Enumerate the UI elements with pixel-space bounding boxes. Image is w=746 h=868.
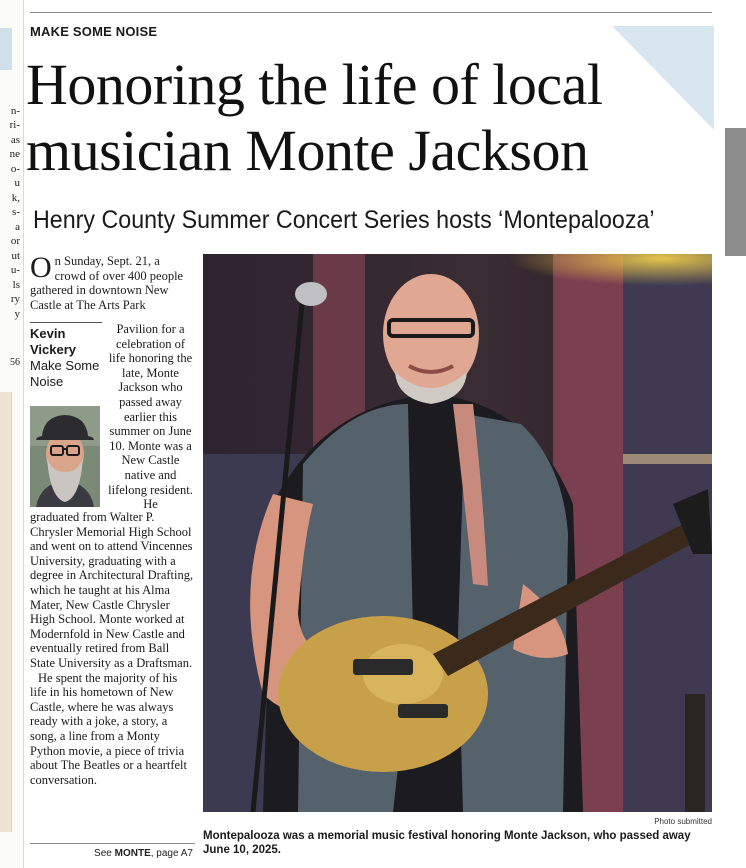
column-name-line-1: Make Some xyxy=(30,358,100,373)
article-opening xyxy=(30,251,193,312)
byline-rule xyxy=(30,322,102,323)
article-body xyxy=(30,510,196,787)
continuation-keyword: MONTE xyxy=(114,848,151,859)
headline-line-1: Honoring the life of local xyxy=(26,52,603,117)
adjacent-panel xyxy=(0,392,12,832)
continuation-suffix: , page A7 xyxy=(150,848,193,859)
photo-credit: Photo submitted xyxy=(654,817,712,826)
top-rule xyxy=(30,12,712,13)
headline xyxy=(26,52,726,184)
column-name-line-2: Noise xyxy=(30,374,64,389)
continuation-prefix: See xyxy=(94,848,115,859)
adjacent-text-fragment: u- xyxy=(10,264,20,276)
adjacent-text-fragment: o- xyxy=(10,163,20,175)
adjacent-text-fragment: ne xyxy=(9,148,20,160)
author-first-name: Kevin xyxy=(30,326,66,341)
section-label: MAKE SOME NOISE xyxy=(30,24,158,39)
adjacent-blue-block xyxy=(0,28,12,70)
scroll-indicator[interactable] xyxy=(725,128,746,256)
adjacent-text-fragment: as xyxy=(10,134,20,146)
author-headshot xyxy=(30,406,100,507)
adjacent-text-fragment: u xyxy=(14,177,20,189)
adjacent-text-fragment: y xyxy=(14,308,20,320)
article-wrap-text: Pavilion for a celebration of life honoring the late, Monte Jackson who passed away earlier this summer on June 10. Monte was a New Castle native and lifelong resident. He xyxy=(108,322,193,512)
drop-cap: O xyxy=(30,251,52,284)
adjacent-text-fragment: ut xyxy=(11,250,20,262)
headline-line-2: musician Monte Jackson xyxy=(26,118,589,183)
byline xyxy=(30,322,102,390)
adjacent-text-fragment: or xyxy=(10,235,20,247)
photo-caption: Montepalooza was a memorial music festival honoring Monte Jackson, who passed away June 10, 2025. xyxy=(203,830,691,856)
continuation-link[interactable] xyxy=(30,848,193,859)
adjacent-text-fragment: ry xyxy=(10,293,20,305)
author-last-name: Vickery xyxy=(30,342,77,357)
adjacent-text-fragment: k, xyxy=(11,192,20,204)
adjacent-text-fragment: 56 xyxy=(10,357,20,368)
subheadline: Henry County Summer Concert Series hosts ‘Montepalooza’ xyxy=(33,206,655,234)
opening-text: n Sunday, Sept. 21, a crowd of over 400 people gathered in downtown New Castle at The Arts Park xyxy=(30,254,184,312)
adjacent-text-fragment: a xyxy=(15,221,20,233)
adjacent-text-fragment: ls xyxy=(12,279,20,291)
continuation-rule xyxy=(30,843,195,844)
adjacent-text-fragment: ri- xyxy=(9,119,20,131)
article-photo xyxy=(203,254,712,812)
adjacent-text-fragment: s- xyxy=(12,206,20,218)
article-paragraph: He spent the majority of his life in his hometown of New Castle, where he was always ready with a joke, a story, a song, a line from a Monty Python movie, a piece of trivia about The Beatles or a heartfelt conversation. xyxy=(30,670,187,787)
column-divider xyxy=(23,0,24,868)
article-paragraph: graduated from Walter P. Chrysler Memorial High School and went on to attend Vincennes University, graduating with a degree in Architectural Drafting, which he taught at his Alma Mater, New Castle Chrysler High School. Monte worked at Modernfold in New Castle and eventually retired from Ball State University as a Draftsman. xyxy=(30,510,194,670)
adjacent-column-fragment xyxy=(0,0,22,868)
adjacent-text-fragment: n- xyxy=(10,105,20,117)
